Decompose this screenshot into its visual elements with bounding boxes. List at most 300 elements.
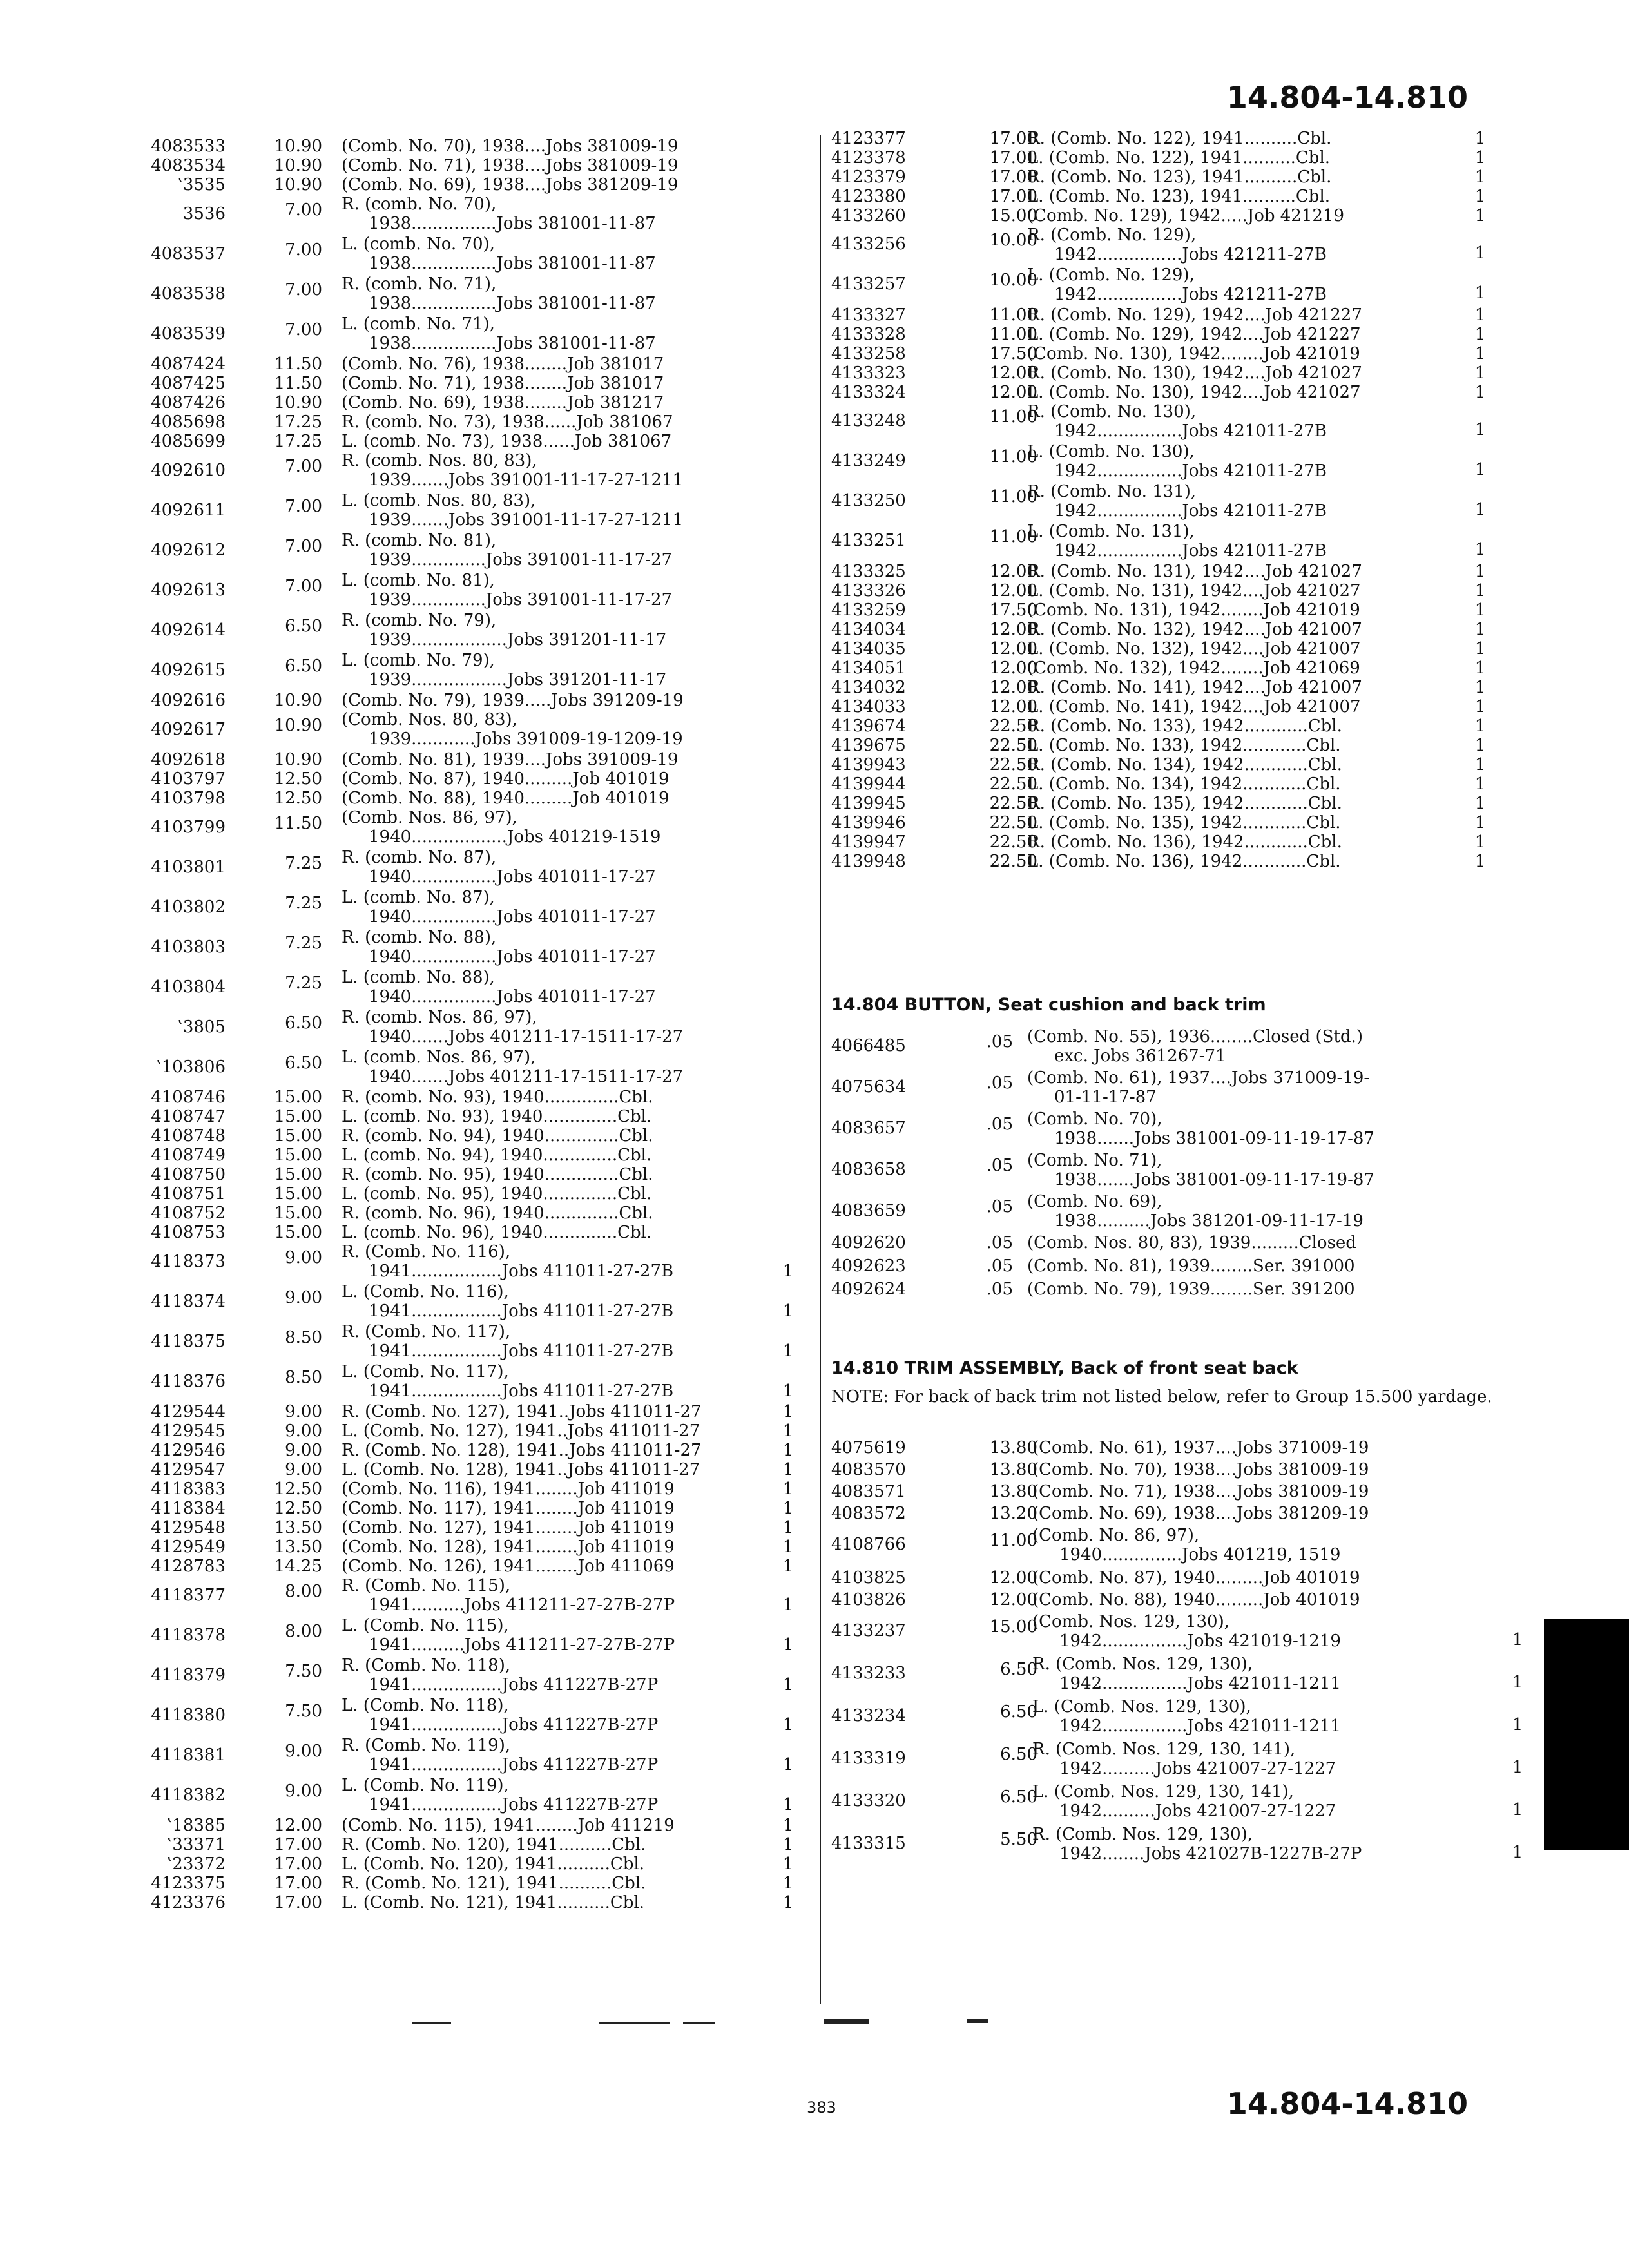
part-number: 4134034 xyxy=(831,620,906,639)
table-row xyxy=(129,651,812,691)
part-number: 4134032 xyxy=(831,678,906,697)
table-row xyxy=(820,305,1516,325)
table-row xyxy=(129,1126,812,1146)
description xyxy=(1027,325,1361,344)
description xyxy=(342,1402,702,1421)
description xyxy=(342,156,678,175)
description-line: 1942..........Jobs 421007-27-1227 xyxy=(1059,1802,1336,1821)
description-line: (Comb. No. 116), 1941........Job 411019 xyxy=(342,1479,675,1499)
description-line: R. (comb. No. 94), 1940..............Cbl. xyxy=(342,1126,653,1146)
description-line: R. (comb. No. 73), 1938......Job 381067 xyxy=(342,412,673,432)
description xyxy=(342,968,656,1006)
quantity: 1 xyxy=(782,1402,794,1421)
quantity: 1 xyxy=(782,1441,794,1460)
description xyxy=(1027,852,1341,871)
table-row xyxy=(820,1526,1516,1568)
part-number: 4129546 xyxy=(151,1441,226,1460)
description xyxy=(342,1126,653,1146)
price: 12.00 xyxy=(989,678,1037,697)
part-number: 4118384 xyxy=(151,1499,226,1518)
price: 12.00 xyxy=(989,581,1037,601)
price: 12.00 xyxy=(989,363,1037,383)
part-number: 4133327 xyxy=(831,305,906,325)
part-number: 4133258 xyxy=(831,344,906,363)
quantity: 1 xyxy=(1474,284,1486,303)
description-line: 1938.......Jobs 381001-09-11-17-19-87 xyxy=(1054,1170,1374,1189)
price: 11.00 xyxy=(989,447,1037,466)
description xyxy=(342,848,656,887)
part-number: 4092618 xyxy=(151,750,226,769)
description xyxy=(342,432,671,451)
scan-artifact xyxy=(967,2019,988,2023)
part-number: 4139947 xyxy=(831,832,906,852)
description-line: 01-11-17-87 xyxy=(1054,1088,1157,1107)
price: 13.80 xyxy=(989,1438,1037,1457)
description-line: 1938.......Jobs 381001-09-11-19-17-87 xyxy=(1054,1129,1374,1148)
page-footer-range: 14.804-14.810 xyxy=(1226,2086,1468,2121)
price: 17.50 xyxy=(989,601,1037,620)
part-number: 4092610 xyxy=(151,461,226,480)
price: 17.00 xyxy=(274,1893,322,1912)
description-line: R. (Comb. No. 121), 1941..........Cbl. xyxy=(342,1874,646,1893)
price: 8.00 xyxy=(285,1582,322,1601)
description xyxy=(1032,1782,1336,1821)
description xyxy=(1027,1068,1369,1107)
quantity: 1 xyxy=(782,1675,794,1695)
part-number: 4139945 xyxy=(831,794,906,813)
description-line: R. (Comb. No. 132), 1942....Job 421007 xyxy=(1027,620,1362,639)
table-row xyxy=(129,1656,812,1696)
table-row xyxy=(129,1835,812,1854)
description-line: (Comb. No. 76), 1938........Job 381017 xyxy=(342,354,664,374)
part-number: ‛3535 xyxy=(177,175,226,195)
price: 12.00 xyxy=(989,658,1037,678)
description-line: (Comb. No. 81), 1939....Jobs 391009-19 xyxy=(342,750,679,769)
part-number: 4139675 xyxy=(831,736,906,755)
description-line: L. (comb. No. 95), 1940..............Cbl. xyxy=(342,1184,652,1204)
table-row xyxy=(820,1151,1516,1192)
description-line: L. (Comb. No. 131), xyxy=(1027,522,1195,541)
description xyxy=(342,1165,653,1184)
part-number: 4118383 xyxy=(151,1479,226,1499)
description xyxy=(342,274,656,313)
description-line: 1940................Jobs 401011-17-27 xyxy=(369,947,656,966)
price: .05 xyxy=(986,1073,1013,1093)
description-line: L. (Comb. No. 133), 1942............Cbl. xyxy=(1027,736,1341,755)
table-row xyxy=(129,1441,812,1460)
quantity: 1 xyxy=(782,1302,794,1321)
price: 8.50 xyxy=(285,1368,322,1387)
description xyxy=(342,1874,646,1893)
table-row xyxy=(129,432,812,451)
table-row xyxy=(820,736,1516,755)
price: 15.00 xyxy=(274,1107,322,1126)
price: 22.50 xyxy=(989,755,1037,774)
description xyxy=(1032,1590,1360,1610)
price: 12.50 xyxy=(274,1499,322,1518)
quantity: 1 xyxy=(782,1262,794,1281)
description xyxy=(1027,1280,1355,1299)
price: 10.90 xyxy=(274,393,322,412)
description xyxy=(342,1518,675,1537)
description-line: R. (comb. No. 81), xyxy=(342,531,497,550)
table-row xyxy=(820,620,1516,639)
part-number: 4118380 xyxy=(151,1706,226,1725)
part-number: 4083539 xyxy=(151,324,226,343)
table-row xyxy=(820,402,1516,442)
price: 6.50 xyxy=(285,617,322,636)
table-row xyxy=(129,848,812,888)
description-line: R. (Comb. No. 127), 1941..Jobs 411011-27 xyxy=(342,1402,702,1421)
price: 11.00 xyxy=(989,1531,1037,1550)
description xyxy=(1027,344,1360,363)
description-line: L. (comb. No. 79), xyxy=(342,651,495,670)
price: .05 xyxy=(986,1032,1013,1052)
description xyxy=(1027,482,1327,521)
description-line: L. (Comb. No. 117), xyxy=(342,1362,509,1381)
description-line: R. (Comb. No. 131), 1942....Job 421027 xyxy=(1027,562,1362,581)
part-number: 4133325 xyxy=(831,562,906,581)
description xyxy=(1027,206,1344,226)
description-line: R. (comb. No. 71), xyxy=(342,274,497,294)
quantity: 1 xyxy=(1474,852,1486,871)
description-line: R. (Comb. No. 115), xyxy=(342,1576,511,1595)
table-row xyxy=(820,1068,1516,1110)
price: 6.50 xyxy=(285,1014,322,1033)
description-line: 1939..................Jobs 391201-11-17 xyxy=(369,630,667,649)
part-number: 4075619 xyxy=(831,1438,906,1457)
description xyxy=(342,1499,675,1518)
description xyxy=(342,1008,683,1046)
part-number: 4133249 xyxy=(831,451,906,470)
table-row xyxy=(129,1557,812,1576)
table-row xyxy=(129,1146,812,1165)
table-row xyxy=(820,1438,1516,1460)
part-number: 4133319 xyxy=(831,1749,906,1768)
quantity: 1 xyxy=(782,1341,794,1361)
price: 11.00 xyxy=(989,487,1037,506)
table-row xyxy=(820,1612,1523,1655)
part-number: 4087424 xyxy=(151,354,226,374)
table-row xyxy=(129,1776,812,1816)
table-row xyxy=(820,813,1516,832)
description-line: 1939..................Jobs 391201-11-17 xyxy=(369,670,667,689)
part-number: 4108747 xyxy=(151,1107,226,1126)
price: 17.50 xyxy=(989,344,1037,363)
price: 12.00 xyxy=(274,1816,322,1835)
description-line: 1941.................Jobs 411227B-27P xyxy=(369,1755,659,1774)
table-row xyxy=(129,412,812,432)
description-line: L. (comb. No. 88), xyxy=(342,968,495,987)
description-line: (Comb. Nos. 129, 130), xyxy=(1032,1612,1229,1631)
part-number: ‛103806 xyxy=(156,1057,226,1077)
quantity: 1 xyxy=(782,1479,794,1499)
description-line: (Comb. No. 71), 1938........Job 381017 xyxy=(342,374,664,393)
price: 22.50 xyxy=(989,832,1037,852)
part-number: 4103826 xyxy=(831,1590,906,1610)
description xyxy=(342,314,656,353)
description-line: L. (Comb. No. 130), 1942....Job 421027 xyxy=(1027,383,1361,402)
quantity: 1 xyxy=(1474,168,1486,187)
part-number: 4083534 xyxy=(151,156,226,175)
quantity: 1 xyxy=(1474,383,1486,402)
description xyxy=(1027,794,1342,813)
description xyxy=(1027,148,1330,168)
description xyxy=(1027,522,1327,561)
description-line: (Comb. No. 79), 1939........Ser. 391200 xyxy=(1027,1280,1355,1299)
quantity: 1 xyxy=(782,1537,794,1557)
quantity: 1 xyxy=(1474,658,1486,678)
price: 17.00 xyxy=(989,168,1037,187)
description-line: (Comb. No. 71), 1938....Jobs 381009-19 xyxy=(1032,1482,1369,1501)
description-line: L. (Comb. Nos. 129, 130), xyxy=(1032,1697,1251,1716)
description-line: L. (comb. No. 71), xyxy=(342,314,495,334)
table-row xyxy=(129,531,812,571)
description xyxy=(342,1656,658,1695)
price: 10.90 xyxy=(274,156,322,175)
table-row xyxy=(129,1282,812,1322)
description-line: (Comb. No. 71), xyxy=(1027,1151,1162,1170)
description xyxy=(1027,1151,1374,1189)
table-row xyxy=(820,678,1516,697)
price: 10.00 xyxy=(989,271,1037,290)
description xyxy=(342,769,670,789)
price: 7.00 xyxy=(285,280,322,300)
quantity: 1 xyxy=(1474,678,1486,697)
price: 9.00 xyxy=(285,1288,322,1307)
table-row xyxy=(129,1874,812,1893)
description xyxy=(1027,755,1342,774)
description-line: 1938................Jobs 381001-11-87 xyxy=(369,334,656,353)
table-row xyxy=(820,148,1516,168)
table-row xyxy=(129,968,812,1008)
part-number: 4087425 xyxy=(151,374,226,393)
price: 6.50 xyxy=(1000,1745,1037,1764)
description xyxy=(342,750,678,769)
price: .05 xyxy=(986,1233,1013,1253)
description xyxy=(342,1048,683,1086)
part-number: 4118373 xyxy=(151,1252,226,1271)
part-number: 4108748 xyxy=(151,1126,226,1146)
part-number: 4092617 xyxy=(151,720,226,739)
description-line: (Comb. No. 117), 1941........Job 411019 xyxy=(342,1499,675,1518)
description xyxy=(1032,1697,1341,1736)
price: 17.00 xyxy=(989,129,1037,148)
description xyxy=(1027,129,1331,148)
table-row xyxy=(820,1110,1516,1151)
price: .05 xyxy=(986,1256,1013,1276)
description-line: 1940................Jobs 401011-17-27 xyxy=(369,907,656,927)
quantity: 1 xyxy=(782,1795,794,1814)
price: 12.00 xyxy=(989,562,1037,581)
description-line: L. (Comb. No. 121), 1941..........Cbl. xyxy=(342,1893,645,1912)
price: 11.50 xyxy=(274,354,322,374)
description-line: (Comb. No. 130), 1942........Job 421019 xyxy=(1027,344,1360,363)
part-number: 4103802 xyxy=(151,898,226,917)
table-row xyxy=(129,1518,812,1537)
price: 13.80 xyxy=(989,1460,1037,1479)
quantity: 1 xyxy=(782,1518,794,1537)
table-row xyxy=(820,129,1516,148)
description-line: R. (Comb. No. 119), xyxy=(342,1736,511,1755)
description xyxy=(1027,581,1361,601)
quantity: 1 xyxy=(1512,1630,1523,1649)
description-line: 1941..........Jobs 411211-27-27B-27P xyxy=(369,1635,675,1655)
description-line: (Comb. No. 69), 1938....Jobs 381209-19 xyxy=(1032,1504,1369,1523)
quantity: 1 xyxy=(1474,540,1486,559)
table-row xyxy=(129,691,812,710)
description-line: 1942................Jobs 421011-1211 xyxy=(1059,1716,1341,1736)
table-row xyxy=(820,1697,1523,1740)
description-line: R. (Comb. No. 128), 1941..Jobs 411011-27 xyxy=(342,1441,702,1460)
description xyxy=(342,175,678,195)
description-line: (Comb. No. 55), 1936........Closed (Std.) xyxy=(1027,1027,1363,1046)
part-number: 4108746 xyxy=(151,1088,226,1107)
quantity: 1 xyxy=(782,1854,794,1874)
description xyxy=(342,1479,675,1499)
table-row xyxy=(129,1479,812,1499)
quantity: 1 xyxy=(1474,736,1486,755)
table-row xyxy=(129,1460,812,1479)
description-line: L. (Comb. No. 128), 1941..Jobs 411011-27 xyxy=(342,1460,700,1479)
part-number: 4108752 xyxy=(151,1204,226,1223)
quantity: 1 xyxy=(1474,620,1486,639)
description xyxy=(1032,1438,1369,1457)
part-number: 4133257 xyxy=(831,274,906,294)
price: 5.50 xyxy=(1000,1830,1037,1849)
price: 6.50 xyxy=(1000,1702,1037,1722)
part-number: 4123378 xyxy=(831,148,906,168)
description xyxy=(342,354,664,374)
description-line: R. (Comb. Nos. 129, 130, 141), xyxy=(1032,1740,1296,1759)
quantity: 1 xyxy=(782,1557,794,1576)
part-number: 4133324 xyxy=(831,383,906,402)
description xyxy=(342,888,656,927)
part-number: 3536 xyxy=(182,204,226,224)
quantity: 1 xyxy=(1512,1715,1523,1735)
description xyxy=(342,1776,658,1814)
table-row xyxy=(129,1362,812,1402)
description-line: L. (Comb. No. 132), 1942....Job 421007 xyxy=(1027,639,1361,658)
part-number: 4129549 xyxy=(151,1537,226,1557)
price: 7.25 xyxy=(285,894,322,913)
table-row xyxy=(129,1107,812,1126)
price: 12.00 xyxy=(989,697,1037,716)
quantity: 1 xyxy=(1512,1758,1523,1777)
part-number: 4133259 xyxy=(831,601,906,620)
description xyxy=(1032,1568,1360,1588)
quantity: 1 xyxy=(1512,1673,1523,1692)
price: 13.50 xyxy=(274,1537,322,1557)
quantity: 1 xyxy=(782,1381,794,1401)
price: 10.00 xyxy=(989,231,1037,250)
description-line: 1941.................Jobs 411011-27-27B xyxy=(369,1381,674,1401)
price: 7.00 xyxy=(285,240,322,260)
part-number: 4083570 xyxy=(831,1460,906,1479)
price: 15.00 xyxy=(274,1184,322,1204)
table-row xyxy=(820,168,1516,187)
description-line: L. (comb. No. 70), xyxy=(342,235,495,254)
table-row xyxy=(820,1568,1516,1590)
table-row xyxy=(820,697,1516,716)
description-line: 1940..................Jobs 401219-1519 xyxy=(369,827,661,847)
quantity: 1 xyxy=(1474,716,1486,736)
description-line: (Comb. No. 88), 1940.........Job 401019 xyxy=(342,789,670,808)
description xyxy=(342,1736,658,1774)
quantity: 1 xyxy=(782,1421,794,1441)
description xyxy=(342,531,672,570)
quantity: 1 xyxy=(1474,187,1486,206)
table-row xyxy=(129,1816,812,1835)
description-line: 1942................Jobs 421011-27B xyxy=(1054,541,1327,561)
description-line: R. (Comb. No. 133), 1942............Cbl. xyxy=(1027,716,1342,736)
part-number: 4092624 xyxy=(831,1280,906,1299)
description-line: R. (Comb. Nos. 129, 130), xyxy=(1032,1825,1253,1844)
description-line: L. (Comb. Nos. 129, 130, 141), xyxy=(1032,1782,1294,1802)
description xyxy=(1027,562,1362,581)
table-row xyxy=(129,928,812,968)
description xyxy=(342,789,670,808)
price: 12.50 xyxy=(274,789,322,808)
description xyxy=(342,808,660,847)
description-line: R. (Comb. No. 123), 1941..........Cbl. xyxy=(1027,168,1332,187)
price: 13.80 xyxy=(989,1482,1037,1501)
description-line: R. (Comb. No. 117), xyxy=(342,1322,511,1341)
description-line: L. (comb. Nos. 80, 83), xyxy=(342,491,536,510)
table-row xyxy=(129,354,812,374)
table-row xyxy=(129,710,812,750)
part-number: ‛3805 xyxy=(177,1017,226,1037)
scan-artifact xyxy=(599,2022,670,2024)
description-line: 1942................Jobs 421211-27B xyxy=(1054,285,1327,304)
price: 15.00 xyxy=(274,1126,322,1146)
table-row xyxy=(129,1165,812,1184)
description-line: (Comb. Nos. 80, 83), xyxy=(342,710,517,729)
description xyxy=(1027,774,1341,794)
scan-artifact xyxy=(824,2019,869,2024)
description-line: L. (Comb. No. 119), xyxy=(342,1776,509,1795)
description-line: (Comb. No. 127), 1941........Job 411019 xyxy=(342,1518,675,1537)
table-row xyxy=(129,235,812,274)
part-number: 4118378 xyxy=(151,1626,226,1645)
table-row xyxy=(129,1402,812,1421)
part-number: 4103798 xyxy=(151,789,226,808)
description xyxy=(1027,265,1327,304)
description xyxy=(342,651,666,689)
table-row xyxy=(820,226,1516,265)
table-row xyxy=(129,1184,812,1204)
quantity: 1 xyxy=(782,1835,794,1854)
price: 22.50 xyxy=(989,774,1037,794)
description-line: 1940................Jobs 401011-17-27 xyxy=(369,987,656,1006)
price: 7.50 xyxy=(285,1702,322,1721)
quantity: 1 xyxy=(1474,305,1486,325)
description xyxy=(1032,1825,1362,1863)
price: 11.50 xyxy=(274,374,322,393)
description xyxy=(342,571,672,610)
price: 10.90 xyxy=(274,137,322,156)
index-tab-marker xyxy=(1544,1619,1629,1850)
table-row xyxy=(820,1655,1523,1697)
quantity: 1 xyxy=(1474,794,1486,813)
table-row xyxy=(129,274,812,314)
description xyxy=(342,1184,651,1204)
table-row xyxy=(129,1616,812,1656)
part-number: 4092614 xyxy=(151,620,226,640)
part-number: 4083533 xyxy=(151,137,226,156)
price: 9.00 xyxy=(285,1441,322,1460)
description xyxy=(342,611,666,649)
